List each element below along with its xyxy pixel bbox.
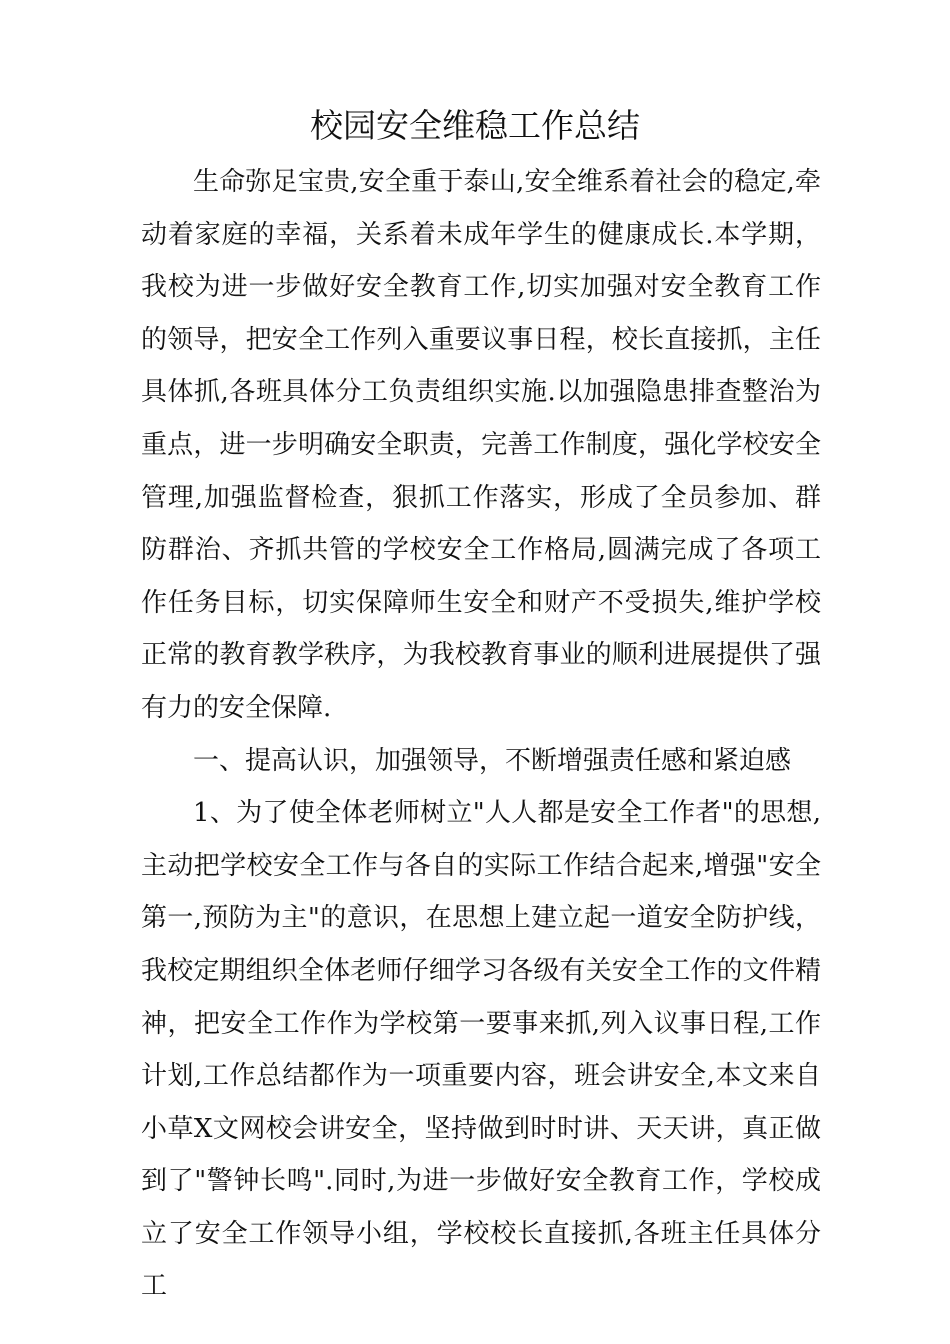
document-body: [141, 156, 821, 1313]
section-heading-1: 一、提高认识，加强领导，不断增强责任感和紧迫感: [193, 745, 792, 776]
document-title: 校园安全维稳工作总结: [310, 106, 640, 145]
paragraph-item-1: 1、为了使全体老师树立"人人都是安全工作者"的思想,主动把学校安全工作与各自的实际工作结合起来,增强"安全第一,预防为主"的意识，在思想上建立起一道安全防护线，我校定期组织全体老师仔细学习各级有关安全工作的文件精神，把安全工作作为学校第一要事来抓,列入议事日程,工作计划,工作总结都作为一项重要内容，班会讲安全,本文来自小草X文网校会讲安全，坚持做到时时讲、天天讲，真正做到了"警钟长鸣".同时,为进一步做好安全教育工作，学校成立了安全工作领导小组，学校校长直接抓,各班主任具体分工: [141, 798, 821, 1302]
paragraph-intro: 生命弥足宝贵,安全重于泰山,安全维系着社会的稳定,牵动着家庭的幸福，关系着未成年学生的健康成长.本学期，我校为进一步做好安全教育工作,切实加强对安全教育工作的领导，把安全工作列入重要议事日程，校长直接抓，主任具体抓,各班具体分工负责组织实施.以加强隐患排查整治为重点，进一步明确安全职责，完善工作制度，强化学校安全管理,加强监督检查，狠抓工作落实，形成了全员参加、群防群治、齐抓共管的学校安全工作格局,圆满完成了各项工作任务目标，切实保障师生安全和财产不受损失,维护学校正常的教育教学秩序，为我校教育事业的顺利进展提供了强有力的安全保障.: [141, 167, 821, 723]
